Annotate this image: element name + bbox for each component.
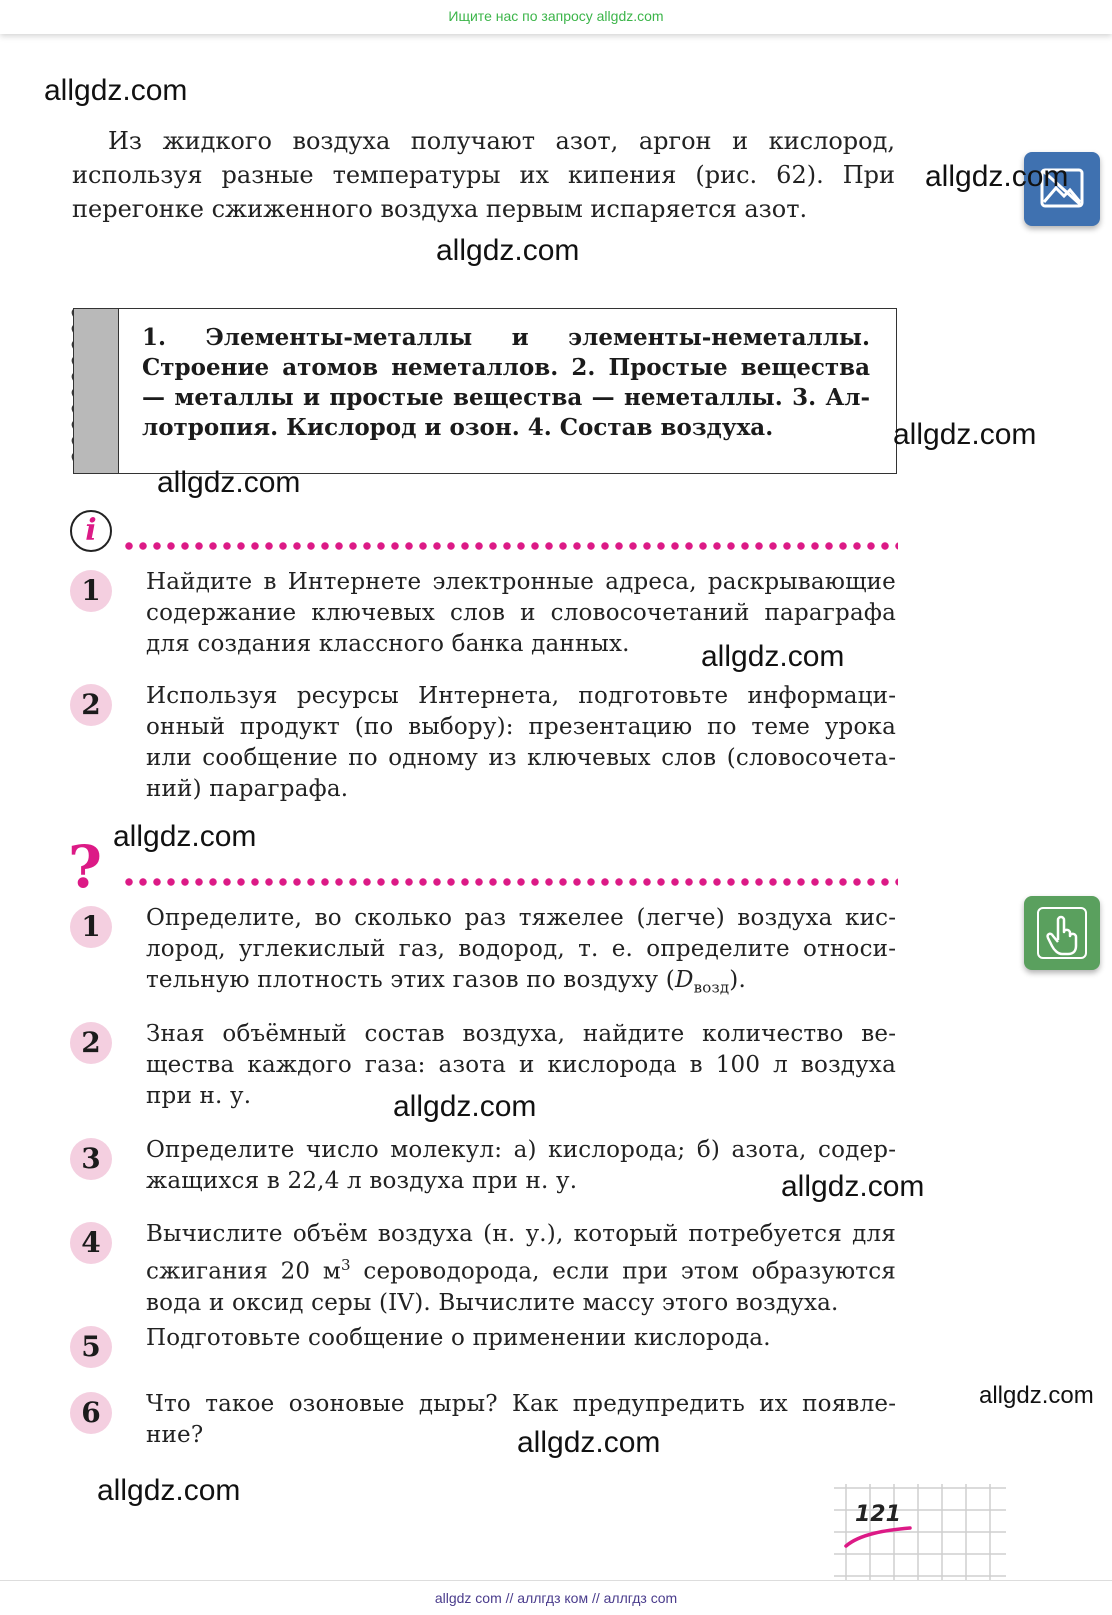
watermark: allgdz.com bbox=[157, 466, 301, 499]
watermark: allgdz.com bbox=[701, 640, 845, 673]
page-number: 121 bbox=[855, 1502, 901, 1527]
watermark: allgdz.com bbox=[781, 1170, 925, 1203]
question-text: Определите число молекул: а) кислорода; б) азота, содержащихся в 22,4 л воздуха при н. у. bbox=[146, 1137, 896, 1194]
interactive-task-button[interactable] bbox=[1024, 896, 1100, 970]
question-number: 6 bbox=[70, 1392, 112, 1434]
top-banner[interactable]: Ищите нас по запросу allgdz.com bbox=[0, 0, 1112, 34]
hand-pointer-icon bbox=[1024, 896, 1100, 970]
watermark: allgdz.com bbox=[97, 1474, 241, 1507]
watermark: allgdz.com bbox=[893, 418, 1037, 451]
question-text: Зная объёмный состав воздуха, найдите количество вещества каждого газа: азота и кислорода в 100 л воздуха при н. у. bbox=[146, 1021, 896, 1109]
watermark: allgdz.com bbox=[517, 1426, 661, 1459]
page-number-grid bbox=[830, 1484, 1006, 1580]
keywords-box bbox=[73, 308, 897, 474]
task-text: Используя ресурсы Интернета, подготовьте информационный продукт (по выбору): презентацию по теме урока или сообщение по одному из ключевых слов (словосочетаний) параграфа. bbox=[146, 683, 896, 802]
question-number: 5 bbox=[70, 1326, 112, 1368]
watermark: allgdz.com bbox=[393, 1090, 537, 1123]
watermark: allgdz.com bbox=[113, 820, 257, 853]
question-text: Определите, во сколько раз тяжелее (легче) воздуха кислород, углекислый газ, водород, т. е. определите относительную плотность этих газов по воздуху $(D_{возд})$. bbox=[146, 905, 896, 997]
question-text: Подготовьте сообщение о применении кислорода. bbox=[146, 1325, 771, 1351]
keywords-box-stripe bbox=[74, 309, 119, 473]
question-number: 4 bbox=[70, 1222, 112, 1264]
question-number: 3 bbox=[70, 1138, 112, 1180]
task-number: 2 bbox=[70, 684, 112, 726]
watermark: allgdz.com bbox=[436, 234, 580, 267]
dotted-divider bbox=[122, 878, 898, 886]
question-text: Вычислите объём воздуха (н. у.), который потребуется для сжигания 20 $м^3$ сероводорода, если при этом образуются вода и оксид серы (IV). Вычислите массу этого воздуха. bbox=[146, 1221, 897, 1316]
watermark: allgdz.com bbox=[925, 160, 1069, 193]
question-number: 1 bbox=[70, 906, 112, 948]
watermark: allgdz.com bbox=[979, 1382, 1094, 1409]
keywords-text: 1. Элементы-металлы и элементы-неметаллы. Строение атомов неметаллов. 2. Простые вещества — металлы и простые вещества — неметаллы. 3. Аллотропия. Кислород и озон. 4. Состав воздуха. bbox=[142, 324, 870, 441]
task-text: Найдите в Интернете электронные адреса, раскрывающие содержание ключевых слов и словосочетаний параграфа для создания классного банка данных. bbox=[146, 569, 896, 657]
question-icon: ? bbox=[68, 833, 102, 901]
dotted-divider bbox=[122, 542, 898, 550]
footer-links[interactable]: allgdz com // аллгдз ком // аллгдз com bbox=[0, 1580, 1112, 1615]
task-number: 1 bbox=[70, 570, 112, 612]
question-number: 2 bbox=[70, 1022, 112, 1064]
watermark: allgdz.com bbox=[44, 74, 188, 107]
question-text: Что такое озоновые дыры? Как предупредить их появление? bbox=[146, 1391, 896, 1448]
intro-paragraph: Из жидкого воздуха получают азот, аргон и кислород, используя разные температуры их кипения (рис. 62). При перегонке сжиженного воздуха первым испаряется азот. bbox=[72, 127, 895, 223]
info-icon: i bbox=[70, 510, 112, 552]
